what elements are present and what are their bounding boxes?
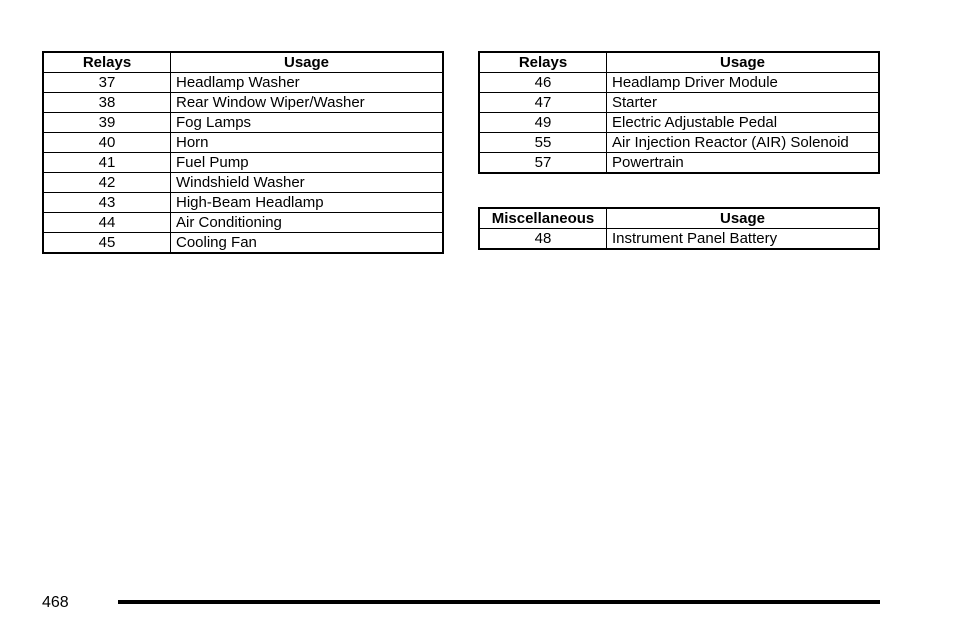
usage-cell: Air Conditioning	[171, 213, 444, 233]
relay-number-cell: 39	[43, 113, 171, 133]
page-number: 468	[42, 594, 69, 611]
usage-cell: Windshield Washer	[171, 173, 444, 193]
relay-number-cell: 45	[43, 233, 171, 254]
column-header-relays: Relays	[43, 52, 171, 73]
relay-number-cell: 47	[479, 93, 607, 113]
table-row	[43, 213, 443, 233]
usage-cell: Headlamp Driver Module	[607, 73, 880, 93]
relay-number-cell: 48	[479, 229, 607, 250]
column-header-usage: Usage	[607, 208, 880, 229]
table-row	[43, 233, 443, 254]
usage-cell: Horn	[171, 133, 444, 153]
relay-number-cell: 38	[43, 93, 171, 113]
relay-number-cell: 40	[43, 133, 171, 153]
relay-number-cell: 41	[43, 153, 171, 173]
relay-number-cell: 43	[43, 193, 171, 213]
table-row	[43, 193, 443, 213]
usage-cell: Starter	[607, 93, 880, 113]
relay-number-cell: 49	[479, 113, 607, 133]
table-row	[43, 93, 443, 113]
usage-cell: Electric Adjustable Pedal	[607, 113, 880, 133]
usage-cell: Powertrain	[607, 153, 880, 174]
relay-number-cell: 57	[479, 153, 607, 174]
table-header-row	[43, 52, 443, 73]
usage-cell: Cooling Fan	[171, 233, 444, 254]
table-row	[479, 73, 879, 93]
usage-cell: Instrument Panel Battery	[607, 229, 880, 250]
table-row	[479, 93, 879, 113]
relay-number-cell: 37	[43, 73, 171, 93]
usage-cell: Headlamp Washer	[171, 73, 444, 93]
column-header-relays: Relays	[479, 52, 607, 73]
miscellaneous-table	[478, 207, 880, 250]
table-row	[479, 229, 879, 250]
table-row	[43, 153, 443, 173]
column-header-usage: Usage	[607, 52, 880, 73]
usage-cell: Fuel Pump	[171, 153, 444, 173]
usage-cell: Rear Window Wiper/Washer	[171, 93, 444, 113]
table-row	[43, 73, 443, 93]
relay-number-cell: 46	[479, 73, 607, 93]
relays-table-right	[478, 51, 880, 174]
relay-number-cell: 55	[479, 133, 607, 153]
usage-cell: High-Beam Headlamp	[171, 193, 444, 213]
table-row	[43, 173, 443, 193]
table-row	[479, 153, 879, 174]
table-row	[43, 113, 443, 133]
table-row	[43, 133, 443, 153]
column-header-usage: Usage	[171, 52, 444, 73]
footer-rule	[118, 600, 880, 604]
table-header-row	[479, 208, 879, 229]
table-header-row	[479, 52, 879, 73]
usage-cell: Fog Lamps	[171, 113, 444, 133]
column-header-miscellaneous: Miscellaneous	[479, 208, 607, 229]
table-row	[479, 113, 879, 133]
relay-number-cell: 44	[43, 213, 171, 233]
relays-table-left	[42, 51, 444, 254]
table-row	[479, 133, 879, 153]
relay-number-cell: 42	[43, 173, 171, 193]
usage-cell: Air Injection Reactor (AIR) Solenoid	[607, 133, 880, 153]
